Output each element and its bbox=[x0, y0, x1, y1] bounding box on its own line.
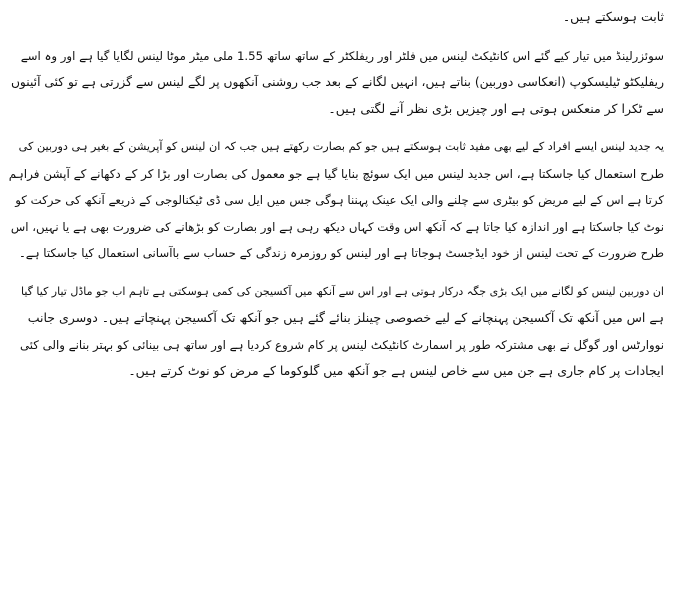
text-line: ہے اس میں آنکھ تک آکسیجن پہنچانے کے لیے خصوصی چینلز بنائے گئے ہیں جو آنکھ تک آکسیجن پہنچاتے ہیں۔ دوسری جانب bbox=[27, 310, 664, 325]
text-line: طرح ضرورت کے تحت لینس از خود ایڈجسٹ ہوجاتا ہے اور لینس کو روزمرہ زندگی کے حساب سے باآسانی استعمال کیا جاسکتا ہے۔ bbox=[18, 246, 664, 260]
text-line: سوئزرلینڈ میں تیار کیے گئے اس کانٹیکٹ لینس میں فلٹر اور ریفلکٹر کے ساتھ ساتھ 1.55 ملی میٹر موٹا لینس لگایا گیا ہے اور وہ اسے bbox=[20, 48, 664, 63]
text-line: طرح استعمال کیا جاسکتا ہے، اس جدید لینس میں ایک سوئچ بنایا گیا ہے جو معمول کی بصارت اور بڑا کر کے دکھانے کے آپشن فراہم bbox=[8, 166, 664, 181]
text-line: سے ٹکرا کر منعکس ہوتی ہے اور چیزیں بڑی نظر آنے لگتی ہیں۔ bbox=[328, 100, 664, 116]
text-line: کرتا ہے اس کے لیے مریض کو بیٹری سے چلنے والی ایک عینک پہننا ہوگی جس میں ایل سی ڈی ٹیکنالوجی کے ذریعے آنکھ کی حرکت کو bbox=[15, 193, 664, 207]
text-line: نوٹ کیا جاسکتا ہے اور اندازہ کیا جاتا ہے کہ آنکھ اس وقت کہاں دیکھ رہی ہے اور بصارت کو بڑھانے کی ضرورت بھی ہے یا نہیں، اس bbox=[10, 219, 664, 234]
text-line: ایجادات پر کام جاری ہے جن میں سے خاص لینس ہے جو آنکھ میں گلوکوما کے مرض کو نوٹ کرتے ہیں۔ bbox=[128, 363, 664, 378]
paragraph-oxygen-channels bbox=[8, 279, 664, 385]
text-line: یہ جدید لینس ایسے افراد کے لیے بھی مفید ثابت ہوسکتے ہیں جو کم بصارت رکھتے ہیں جب کہ ان لینس کو آپریشن کے بغیر ہی دوربین کی bbox=[18, 140, 664, 153]
paragraph-low-vision bbox=[8, 134, 664, 267]
paragraph-intro-tail bbox=[8, 4, 664, 31]
article-body bbox=[8, 4, 664, 397]
text-line: نووارٹس اور گوگل نے بھی مشترکہ طور پر اسمارٹ کانٹیکٹ لینس پر کام شروع کردیا ہے اور ساتھ ہی بینائی کو بہتر بنانے والی کئی bbox=[19, 337, 664, 352]
text-line: ان دوربین لینس کو لگانے میں ایک بڑی جگہ درکار ہوتی ہے اور اس سے آنکھ میں آکسیجن کی کمی ہوسکتی ہے تاہم اب جو ماڈل تیار کیا گیا bbox=[21, 284, 664, 298]
text-line: ثابت ہوسکتے ہیں۔ bbox=[562, 9, 664, 24]
text-line: ریفلیکٹو ٹیلیسکوپ (انعکاسی دوربین) بناتے ہیں، انہیں لگانے کے بعد جب روشنی آنکھوں پر لگے لینس سے گزرتی ہے تو کئی آئینوں bbox=[10, 75, 664, 89]
paragraph-swiss-lens bbox=[8, 43, 664, 123]
